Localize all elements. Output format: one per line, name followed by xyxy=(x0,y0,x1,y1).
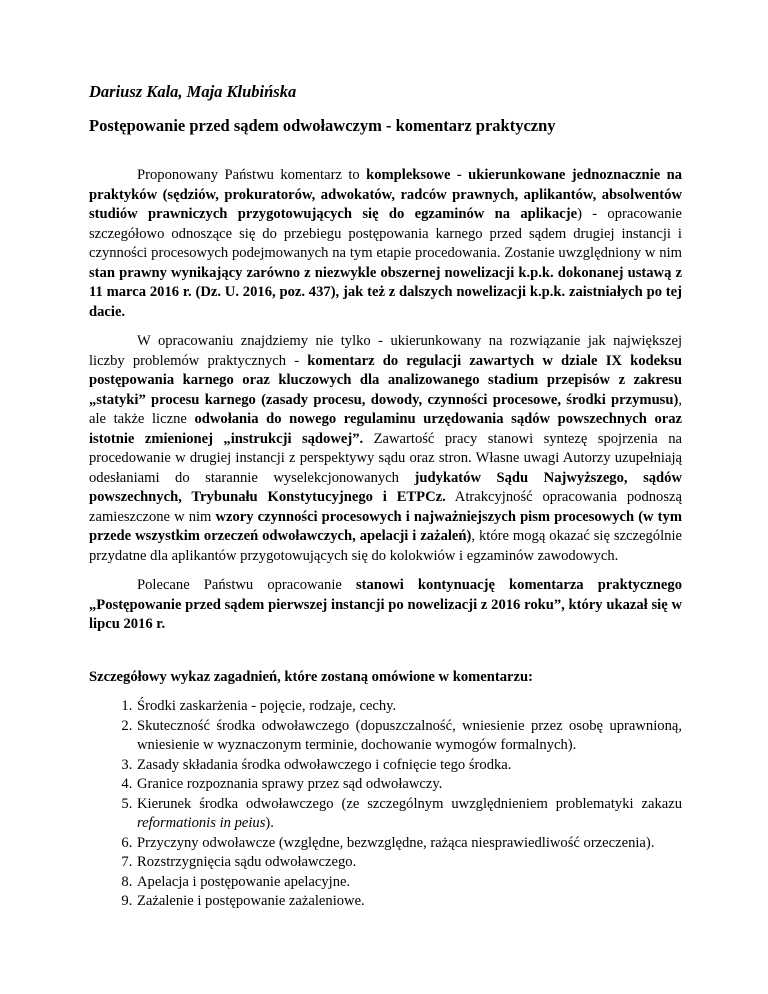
paragraph-text: Zawartość pracy stanowi syntezę spojrzenia na procedowanie w drugiej instancji z perspektywy sądu oraz stron. Własne uwagi Autorzy uzupełniają odesłaniami do starannie wyselekcjonowanych xyxy=(89,430,682,486)
list-item-text: ). xyxy=(265,815,274,831)
paragraph-text: , które mogą okazać się szczególnie przydatne dla aplikantów przygotowujących się do kolokwiów i egzaminów zawodowych. xyxy=(89,528,682,564)
paragraph-text: Proponowany Państwu komentarz to xyxy=(137,167,367,183)
paragraph-bold-text: stan prawny wynikający zarówno z niezwykle obszernej nowelizacji k.p.k. dokonanej ustawą z 11 marca 2016 r. (Dz. U. 2016, poz. 437), jak też z dalszych nowelizacji k.p.k. zaistniałych po tej dacie. xyxy=(89,264,682,320)
intro-paragraph xyxy=(89,166,682,322)
list-item: 2. Skuteczność środka odwoławczego (dopuszczalność, wniesienie przez osobę uprawnioną, wniesienie w wyznaczonym terminie, dochowanie wymogów formalnych). xyxy=(136,717,682,756)
list-item: 7. Rozstrzygnięcia sądu odwoławczego. xyxy=(136,853,682,873)
list-item: 9. Zażalenie i postępowanie zażaleniowe. xyxy=(136,892,682,912)
list-heading: Szczegółowy wykaz zagadnień, które zostaną omówione w komentarzu: xyxy=(89,668,533,685)
paragraph-bold-text: kompleksowe - ukierunkowane jednoznacznie na praktyków (sędziów, prokuratorów, adwokatów, radców prawnych, aplikantów, absolwentów studiów prawniczych przygotowujących się do egzaminów na aplikacje xyxy=(89,167,682,222)
list-item: 1. Środki zaskarżenia - pojęcie, rodzaje, cechy. xyxy=(136,697,682,717)
paragraph-bold-text: komentarz do regulacji zawartych w dziale IX kodeksu postępowania karnego oraz kluczowych dla analizowanego stadium przepisów z zakresu „statyki” procesu karnego (zasady procesu, dowody, czynności procesowe, środki przymusu) xyxy=(89,352,682,408)
paragraph-bold-text: stanowi kontynuację komentarza praktycznego „Postępowanie przed sądem pierwszej instancji po nowelizacji z 2016 roku”, który ukazał się w lipcu 2016 r. xyxy=(89,577,682,632)
continuation-paragraph xyxy=(89,576,682,635)
document-page xyxy=(89,82,682,912)
list-item: 8. Apelacja i postępowanie apelacyjne. xyxy=(136,873,682,893)
paragraph-bold-text: wzory czynności procesowych i najważniejszych pism procesowych (w tym przede wszystkim orzeczeń odwoławczych, apelacji i zażaleń) xyxy=(89,508,682,544)
paragraph-bold-text: judykatów Sądu Najwyższego, sądów powszechnych, Trybunału Konstytucyjnego i ETPCz. xyxy=(89,469,682,505)
topics-list xyxy=(89,697,682,912)
list-item: 3. Zasady składania środka odwoławczego i cofnięcie tego środka. xyxy=(136,756,682,776)
paragraph-text: W opracowaniu znajdziemy nie tylko - ukierunkowany na rozwiązanie jak największej liczby problemów praktycznych - xyxy=(89,333,682,369)
latin-phrase: reformationis in peius xyxy=(137,815,266,831)
paragraph-text: Polecane Państwu opracowanie xyxy=(137,577,356,593)
list-item-text: Kierunek środka odwoławczego (ze szczególnym uwzględnieniem problematyki zakazu xyxy=(137,795,682,812)
paragraph-text: ) - opracowanie szczegółowo odnoszące się do przebiegu postępowania karnego przed sądem drugiej instancji i czynności procesowych podejmowanych na tym etapie procedowania. Zostanie uwzględniony w nim xyxy=(89,206,682,261)
authors: Dariusz Kala, Maja Klubińska xyxy=(89,82,297,101)
content-paragraph xyxy=(89,332,682,566)
document-title: Postępowanie przed sądem odwoławczym - komentarz praktyczny xyxy=(89,116,556,135)
paragraph-text: , ale także liczne xyxy=(89,391,682,427)
list-item: 4. Granice rozpoznania sprawy przez sąd odwoławczy. xyxy=(136,775,682,795)
paragraph-text: Atrakcyjność opracowania podnoszą zamieszczone w nim xyxy=(89,489,682,525)
list-item: 6. Przyczyny odwoławcze (względne, bezwzględne, rażąca niesprawiedliwość orzeczenia). xyxy=(136,834,682,854)
paragraph-bold-text: odwołania do nowego regulaminu urzędowania sądów powszechnych oraz istotnie zmienionej „instrukcji sądowej”. xyxy=(89,411,683,447)
list-item xyxy=(136,795,682,834)
